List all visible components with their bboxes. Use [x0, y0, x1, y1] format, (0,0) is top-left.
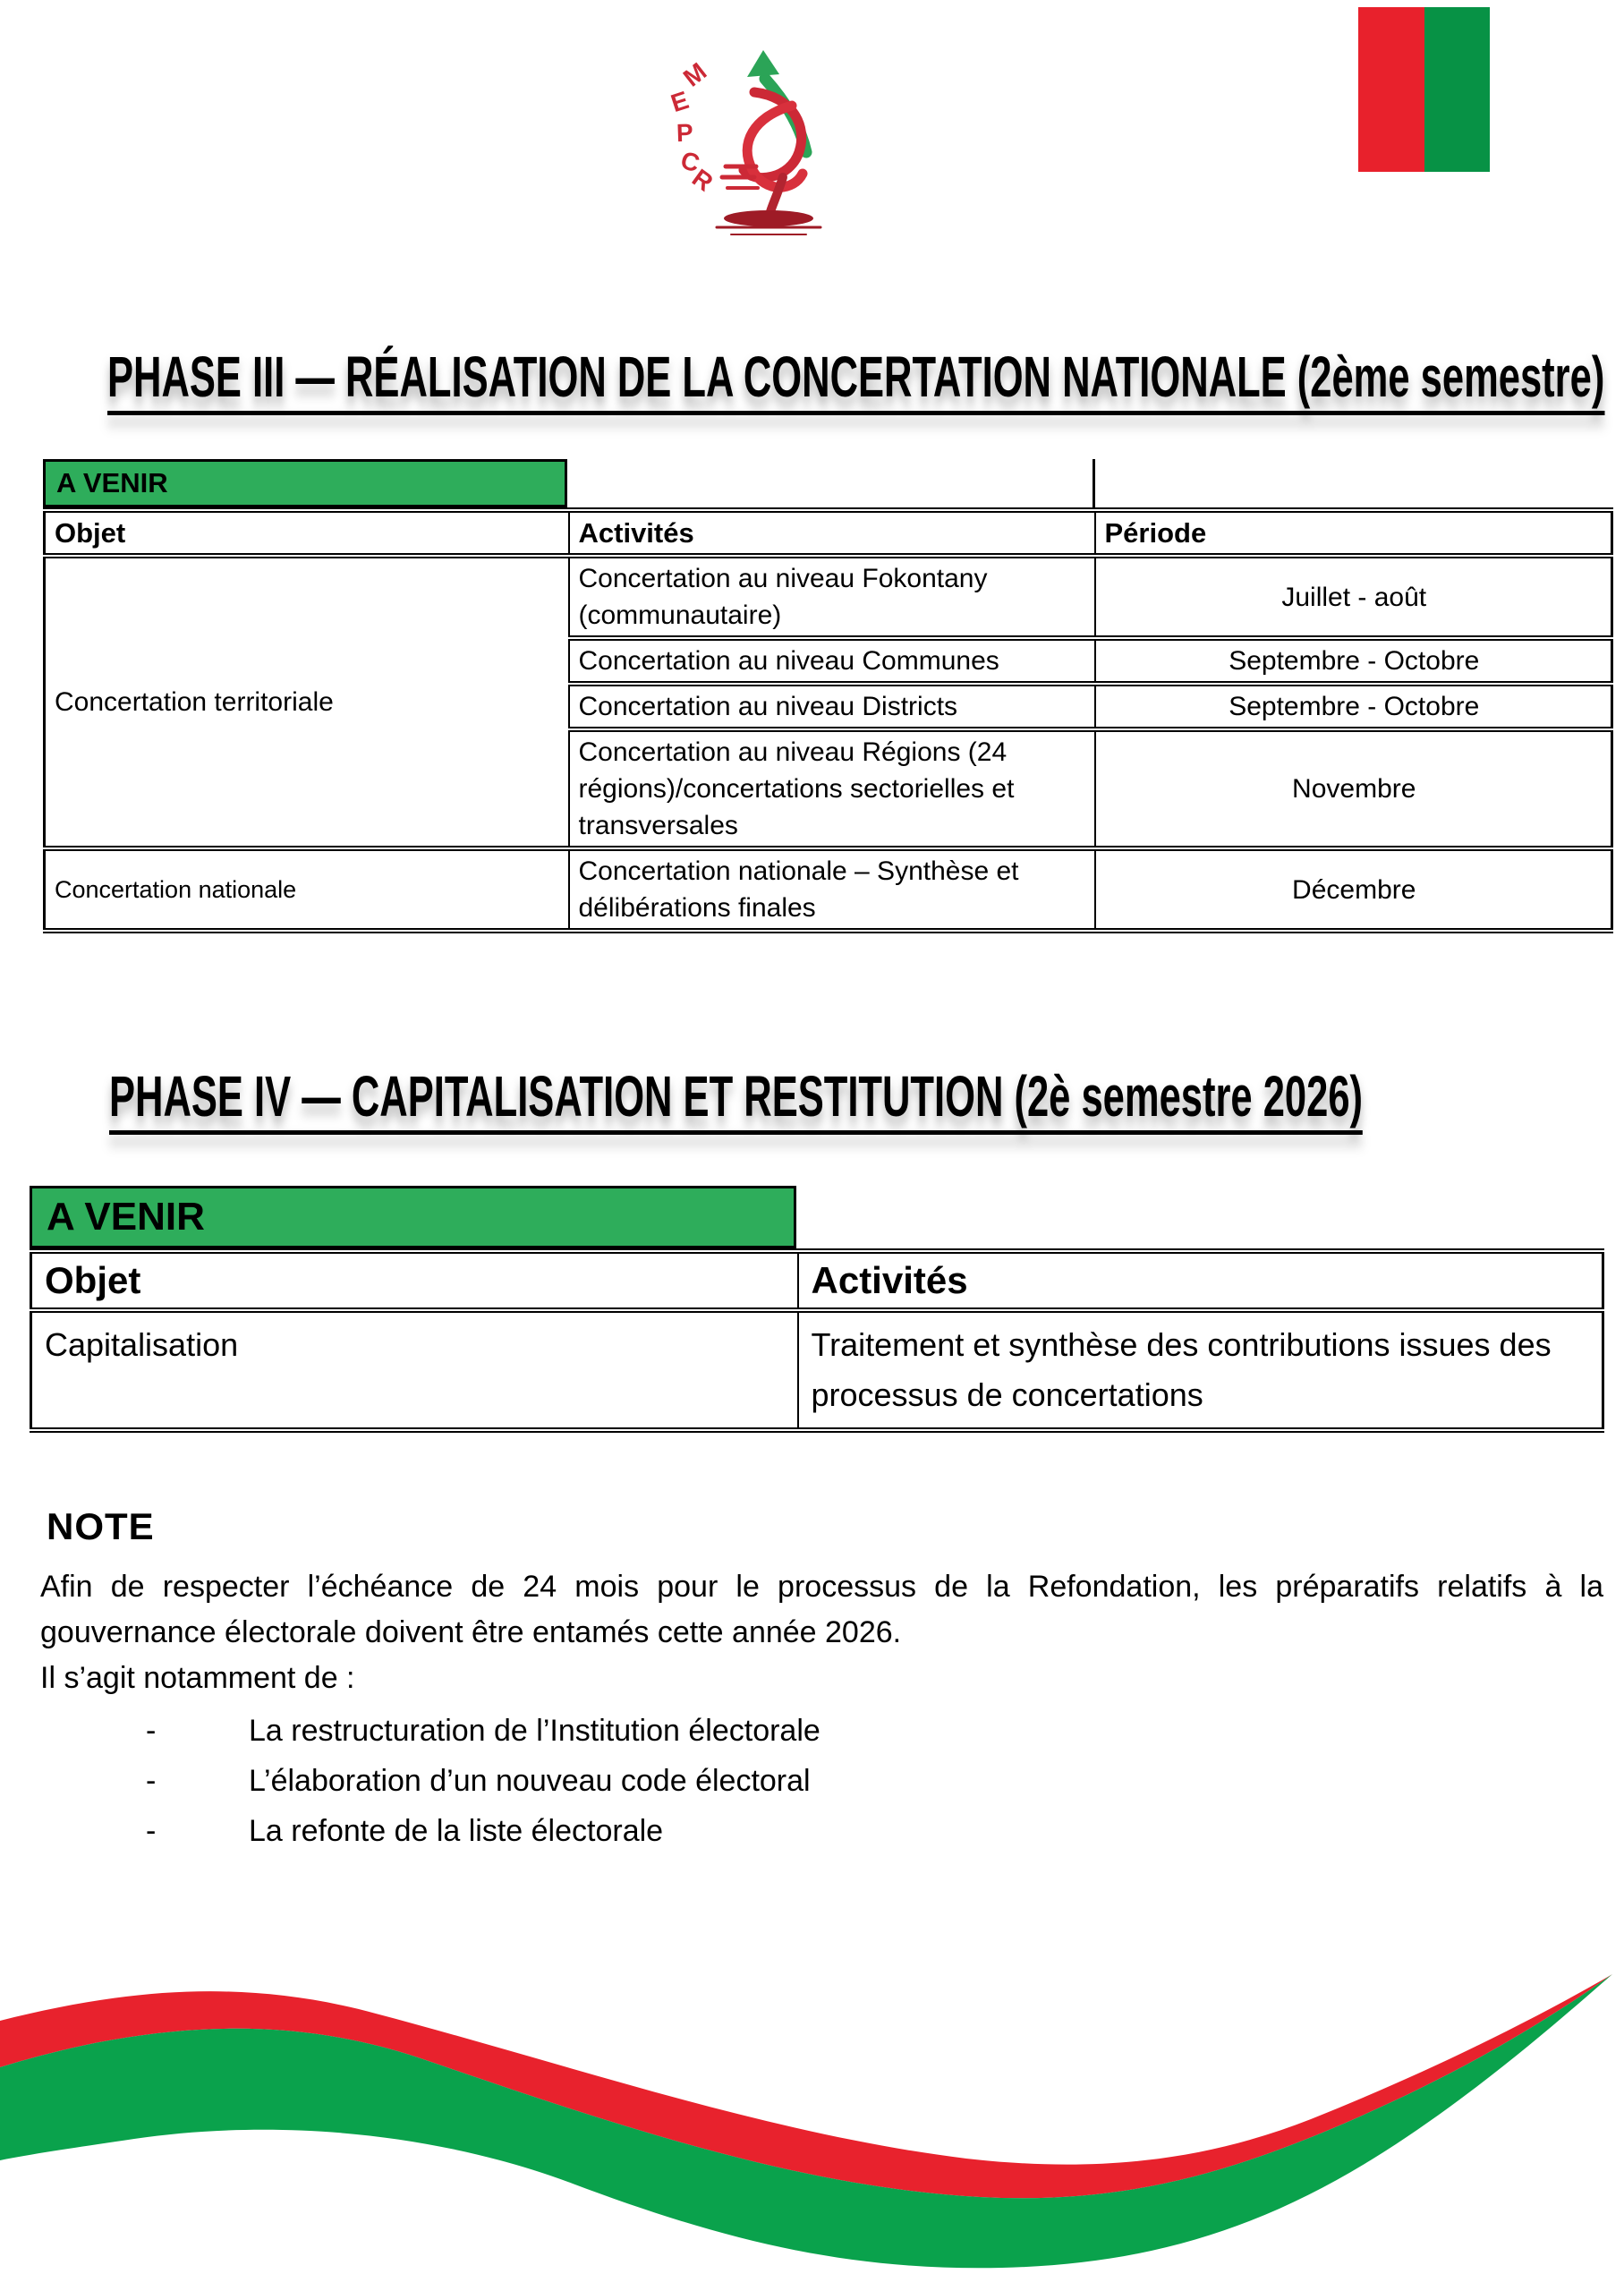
activite-cell: Traitement et synthèse des contributions issues des processus de concertations [798, 1310, 1603, 1430]
periode-cell: Juillet - août [1095, 556, 1612, 638]
logo-letter: E [667, 85, 693, 118]
bullet-text: L’élaboration d’un nouveau code électoral [249, 1764, 811, 1798]
note-bullet-list [40, 1706, 1603, 1856]
list-item [40, 1706, 1603, 1756]
activite-cell: Concertation au niveau Fokontany (communautaire) [569, 556, 1095, 638]
periode-cell: Septembre - Octobre [1095, 638, 1612, 684]
list-item [40, 1756, 1603, 1806]
objet-cell: Concertation nationale [45, 848, 569, 931]
activite-cell: Concertation au niveau Communes [569, 638, 1095, 684]
bullet-marker: - [146, 1814, 157, 1848]
column-header-objet: Objet [31, 1251, 798, 1310]
activite-cell: Concertation nationale – Synthèse et délibérations finales [569, 848, 1095, 931]
periode-cell: Décembre [1095, 848, 1612, 931]
note-text-2: Il s’agit notamment de : [40, 1661, 355, 1695]
phase4-title: PHASE IV — CAPITALISATION ET RESTITUTION (2è semestre 2026) [109, 1067, 1363, 1135]
table-header-row [31, 1251, 1603, 1310]
phase4-table [30, 1248, 1604, 1433]
note-text-1: Afin de respecter l’échéance de 24 mois pour le processus de la Refondation, les préparatifs relatifs à la gouvernance électorale doivent être entamés cette année 2026. [40, 1570, 1603, 1649]
table1-row1-divider [1093, 459, 1095, 507]
periode-cell: Novembre [1095, 729, 1612, 848]
table-row [31, 1310, 1603, 1430]
note-body [40, 1564, 1603, 1856]
bullet-marker: - [146, 1764, 157, 1798]
table-header-row [45, 510, 1612, 556]
bullet-marker: - [146, 1714, 157, 1748]
decorative-wave [0, 1969, 1624, 2291]
flag-red-band [1358, 7, 1424, 172]
bullet-text: La restructuration de l’Institution électorale [249, 1714, 821, 1748]
logo-letter: P [676, 118, 694, 148]
logo-letter: R [686, 163, 718, 197]
phase3-banner-a-venir: A VENIR [43, 459, 567, 507]
objet-cell: Concertation territoriale [45, 556, 569, 848]
madagascar-flag [1358, 7, 1490, 172]
table-row [45, 848, 1612, 931]
logo-letter: M [677, 56, 712, 92]
column-header-activites: Activités [798, 1251, 1603, 1310]
flag-green-band [1424, 7, 1491, 172]
periode-cell: Septembre - Octobre [1095, 684, 1612, 729]
list-item [40, 1806, 1603, 1856]
note-title: NOTE [47, 1505, 155, 1547]
column-header-periode: Période [1095, 510, 1612, 556]
objet-cell: Capitalisation [31, 1310, 798, 1430]
column-header-activites: Activités [569, 510, 1095, 556]
note-paragraph [40, 1656, 1603, 1701]
activite-cell: Concertation au niveau Régions (24 régions)/concertations sectorielles et transversales [569, 729, 1095, 848]
activite-cell: Concertation au niveau Districts [569, 684, 1095, 729]
note-paragraph [40, 1564, 1603, 1656]
mepcr-logo [649, 43, 837, 235]
phase3-table [43, 507, 1613, 933]
bullet-text: La refonte de la liste électorale [249, 1814, 664, 1848]
phase4-banner-a-venir: A VENIR [30, 1186, 796, 1248]
table-row [45, 556, 1612, 638]
logo-swirl [717, 50, 821, 234]
logo-letter: C [677, 146, 703, 178]
phase3-title: PHASE III — RÉALISATION DE LA CONCERTATION NATIONALE (2ème semestre) [107, 347, 1604, 415]
column-header-objet: Objet [45, 510, 569, 556]
